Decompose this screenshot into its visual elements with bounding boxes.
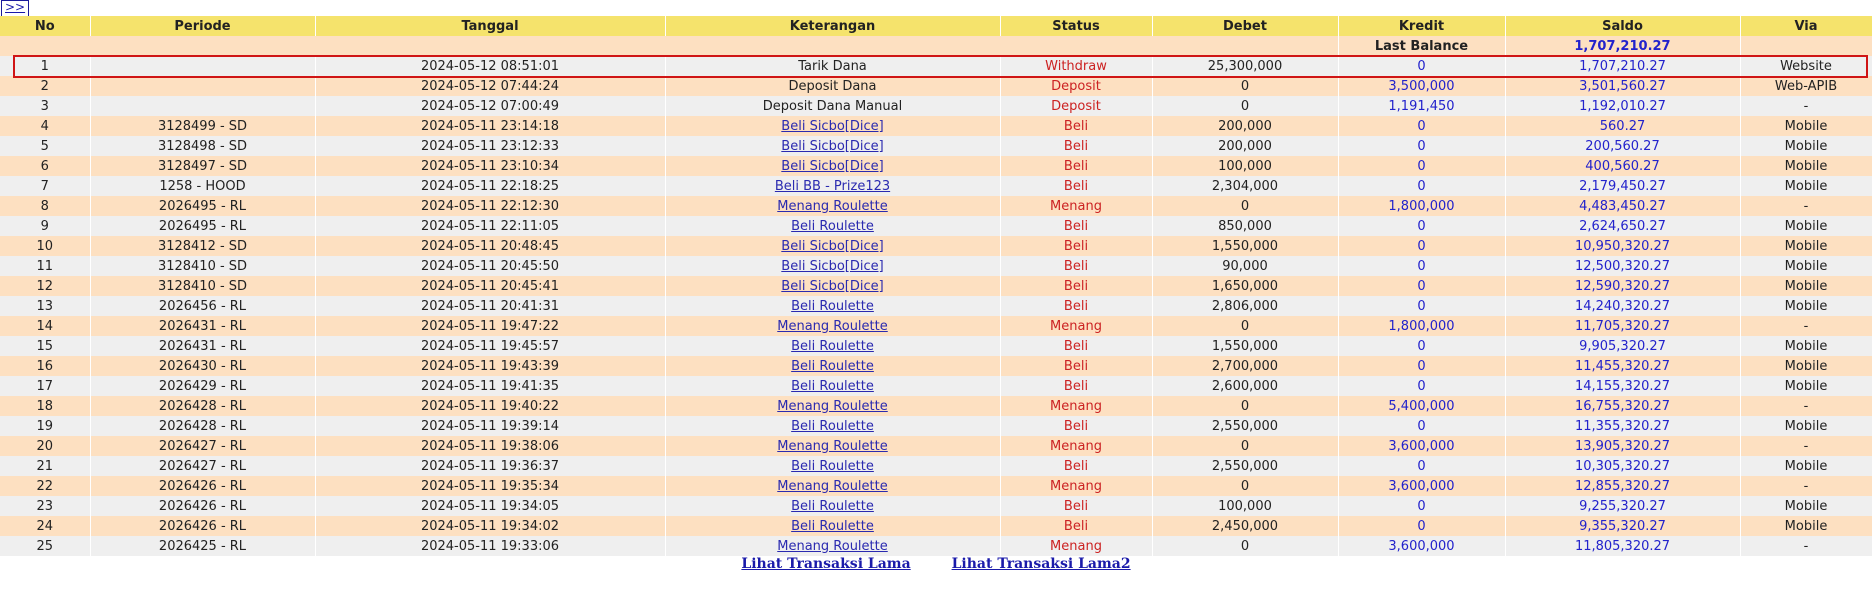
via-cell: Mobile [1740, 216, 1872, 236]
row-number: 19 [0, 416, 90, 436]
status-cell: Deposit [1000, 96, 1152, 116]
description-link[interactable]: Beli Sicbo[Dice] [781, 238, 884, 254]
description-link[interactable]: Beli Roulette [791, 418, 874, 434]
date-cell: 2024-05-11 22:18:25 [315, 176, 665, 196]
status-cell: Beli [1000, 296, 1152, 316]
table-row [0, 176, 1872, 196]
row-number: 2 [0, 76, 90, 96]
balance-cell: 9,355,320.27 [1505, 516, 1740, 536]
description-cell [665, 216, 1000, 236]
balance-cell: 12,590,320.27 [1505, 276, 1740, 296]
column-header: No [0, 16, 90, 36]
debit-cell: 0 [1152, 536, 1338, 556]
via-cell: Mobile [1740, 276, 1872, 296]
balance-cell: 11,705,320.27 [1505, 316, 1740, 336]
description-link[interactable]: Beli Roulette [791, 218, 874, 234]
status-cell: Beli [1000, 236, 1152, 256]
via-cell: Web-APIB [1740, 76, 1872, 96]
description-cell: Deposit Dana [665, 76, 1000, 96]
period-cell: 2026428 - RL [90, 396, 315, 416]
row-number: 23 [0, 496, 90, 516]
row-number: 5 [0, 136, 90, 156]
via-cell: Mobile [1740, 136, 1872, 156]
description-link[interactable]: Beli Sicbo[Dice] [781, 138, 884, 154]
row-number: 18 [0, 396, 90, 416]
table-row [0, 236, 1872, 256]
via-cell: Mobile [1740, 296, 1872, 316]
row-number: 21 [0, 456, 90, 476]
description-cell [665, 116, 1000, 136]
date-cell: 2024-05-12 07:44:24 [315, 76, 665, 96]
last-balance-row [0, 36, 1872, 56]
debit-cell: 2,600,000 [1152, 376, 1338, 396]
description-link[interactable]: Menang Roulette [777, 398, 888, 414]
period-cell: 2026427 - RL [90, 456, 315, 476]
debit-cell: 2,304,000 [1152, 176, 1338, 196]
row-number: 25 [0, 536, 90, 556]
description-link[interactable]: Beli Roulette [791, 298, 874, 314]
description-cell [665, 456, 1000, 476]
status-cell: Beli [1000, 176, 1152, 196]
status-cell: Withdraw [1000, 56, 1152, 76]
column-header: Via [1740, 16, 1872, 36]
row-number: 22 [0, 476, 90, 496]
period-cell: 2026495 - RL [90, 196, 315, 216]
balance-cell: 4,483,450.27 [1505, 196, 1740, 216]
credit-cell: 1,191,450 [1338, 96, 1505, 116]
period-cell: 2026430 - RL [90, 356, 315, 376]
row-number: 11 [0, 256, 90, 276]
row-number: 4 [0, 116, 90, 136]
date-cell: 2024-05-12 08:51:01 [315, 56, 665, 76]
row-number: 17 [0, 376, 90, 396]
status-cell: Beli [1000, 356, 1152, 376]
status-cell: Beli [1000, 516, 1152, 536]
description-link[interactable]: Beli Sicbo[Dice] [781, 258, 884, 274]
debit-cell: 0 [1152, 316, 1338, 336]
row-number: 16 [0, 356, 90, 376]
balance-cell: 14,240,320.27 [1505, 296, 1740, 316]
date-cell: 2024-05-11 19:35:34 [315, 476, 665, 496]
description-cell [665, 276, 1000, 296]
row-number: 1 [0, 56, 90, 76]
table-row [0, 296, 1872, 316]
via-cell: Mobile [1740, 376, 1872, 396]
period-cell: 2026427 - RL [90, 436, 315, 456]
period-cell: 3128412 - SD [90, 236, 315, 256]
credit-cell: 0 [1338, 356, 1505, 376]
period-cell: 2026495 - RL [90, 216, 315, 236]
table-row [0, 156, 1872, 176]
row-number: 9 [0, 216, 90, 236]
description-cell [665, 316, 1000, 336]
column-header: Periode [90, 16, 315, 36]
date-cell: 2024-05-11 23:12:33 [315, 136, 665, 156]
column-header: Keterangan [665, 16, 1000, 36]
balance-cell: 2,179,450.27 [1505, 176, 1740, 196]
status-cell: Beli [1000, 136, 1152, 156]
via-cell: Mobile [1740, 356, 1872, 376]
debit-cell: 850,000 [1152, 216, 1338, 236]
date-cell: 2024-05-11 19:41:35 [315, 376, 665, 396]
row-number: 3 [0, 96, 90, 116]
description-cell: Deposit Dana Manual [665, 96, 1000, 116]
description-link[interactable]: Beli Roulette [791, 518, 874, 534]
date-cell: 2024-05-11 23:14:18 [315, 116, 665, 136]
row-number: 7 [0, 176, 90, 196]
balance-cell: 14,155,320.27 [1505, 376, 1740, 396]
table-row [0, 536, 1872, 556]
table-row [0, 396, 1872, 416]
status-cell: Beli [1000, 416, 1152, 436]
description-cell [665, 296, 1000, 316]
description-link[interactable]: Beli Roulette [791, 338, 874, 354]
credit-cell: 0 [1338, 336, 1505, 356]
credit-cell: 0 [1338, 296, 1505, 316]
status-cell: Beli [1000, 216, 1152, 236]
period-cell: 2026431 - RL [90, 316, 315, 336]
period-cell: 2026431 - RL [90, 336, 315, 356]
status-cell: Menang [1000, 196, 1152, 216]
status-cell: Deposit [1000, 76, 1152, 96]
status-cell: Beli [1000, 156, 1152, 176]
status-cell: Menang [1000, 476, 1152, 496]
via-cell: - [1740, 196, 1872, 216]
credit-cell: 3,600,000 [1338, 536, 1505, 556]
credit-cell: 3,500,000 [1338, 76, 1505, 96]
via-cell: - [1740, 476, 1872, 496]
credit-cell: 0 [1338, 276, 1505, 296]
credit-cell: 5,400,000 [1338, 396, 1505, 416]
period-cell: 2026426 - RL [90, 516, 315, 536]
row-number: 6 [0, 156, 90, 176]
credit-cell: 0 [1338, 496, 1505, 516]
credit-cell: 0 [1338, 516, 1505, 536]
status-cell: Menang [1000, 436, 1152, 456]
period-cell: 3128410 - SD [90, 276, 315, 296]
status-cell: Beli [1000, 336, 1152, 356]
debit-cell: 2,700,000 [1152, 356, 1338, 376]
via-cell: Mobile [1740, 236, 1872, 256]
status-cell: Menang [1000, 316, 1152, 336]
credit-cell: 0 [1338, 376, 1505, 396]
description-link[interactable]: Beli BB - Prize123 [774, 178, 891, 194]
last-balance-value: 1,707,210.27 [1505, 36, 1740, 56]
period-cell: 2026425 - RL [90, 536, 315, 556]
description-cell [665, 196, 1000, 216]
table-row [0, 196, 1872, 216]
description-cell [665, 496, 1000, 516]
description-cell [665, 396, 1000, 416]
via-cell: - [1740, 396, 1872, 416]
table-row [0, 336, 1872, 356]
status-cell: Beli [1000, 276, 1152, 296]
balance-cell: 1,707,210.27 [1505, 56, 1740, 76]
balance-cell: 560.27 [1505, 116, 1740, 136]
column-header: Tanggal [315, 16, 665, 36]
table-row [0, 476, 1872, 496]
status-cell: Menang [1000, 536, 1152, 556]
via-cell: Mobile [1740, 176, 1872, 196]
date-cell: 2024-05-11 19:34:02 [315, 516, 665, 536]
old-transactions-link[interactable]: Lihat Transaksi Lama [741, 556, 911, 572]
balance-cell: 1,192,010.27 [1505, 96, 1740, 116]
period-cell: 3128497 - SD [90, 156, 315, 176]
description-cell [665, 156, 1000, 176]
debit-cell: 2,550,000 [1152, 456, 1338, 476]
period-cell: 3128410 - SD [90, 256, 315, 276]
description-cell: Tarik Dana [665, 56, 1000, 76]
balance-cell: 10,305,320.27 [1505, 456, 1740, 476]
via-cell: - [1740, 96, 1872, 116]
balance-cell: 3,501,560.27 [1505, 76, 1740, 96]
table-row [0, 416, 1872, 436]
credit-cell: 3,600,000 [1338, 476, 1505, 496]
description-link[interactable]: Beli Roulette [791, 458, 874, 474]
debit-cell: 2,450,000 [1152, 516, 1338, 536]
transaction-table [0, 16, 1872, 556]
debit-cell: 2,806,000 [1152, 296, 1338, 316]
debit-cell: 200,000 [1152, 116, 1338, 136]
period-cell: 2026429 - RL [90, 376, 315, 396]
column-header: Saldo [1505, 16, 1740, 36]
description-link[interactable]: Menang Roulette [777, 478, 888, 494]
via-cell: Mobile [1740, 336, 1872, 356]
via-cell: Mobile [1740, 256, 1872, 276]
balance-cell: 10,950,320.27 [1505, 236, 1740, 256]
via-cell: - [1740, 536, 1872, 556]
period-cell: 3128499 - SD [90, 116, 315, 136]
table-row [0, 376, 1872, 396]
credit-cell: 0 [1338, 416, 1505, 436]
date-cell: 2024-05-11 20:45:41 [315, 276, 665, 296]
debit-cell: 100,000 [1152, 156, 1338, 176]
credit-cell: 1,800,000 [1338, 316, 1505, 336]
description-cell [665, 436, 1000, 456]
table-row [0, 96, 1872, 116]
period-cell: 2026426 - RL [90, 496, 315, 516]
description-cell [665, 236, 1000, 256]
status-cell: Beli [1000, 256, 1152, 276]
description-cell [665, 536, 1000, 556]
balance-cell: 11,355,320.27 [1505, 416, 1740, 436]
column-header: Debet [1152, 16, 1338, 36]
status-cell: Beli [1000, 116, 1152, 136]
description-link[interactable]: Beli Roulette [791, 498, 874, 514]
debit-cell: 0 [1152, 396, 1338, 416]
date-cell: 2024-05-11 20:45:50 [315, 256, 665, 276]
description-cell [665, 376, 1000, 396]
balance-cell: 12,500,320.27 [1505, 256, 1740, 276]
balance-cell: 16,755,320.27 [1505, 396, 1740, 416]
date-cell: 2024-05-11 19:40:22 [315, 396, 665, 416]
period-cell: 2026426 - RL [90, 476, 315, 496]
description-link[interactable]: Beli Roulette [791, 378, 874, 394]
next-page-button[interactable]: >> [1, 0, 29, 17]
row-number: 15 [0, 336, 90, 356]
description-cell [665, 136, 1000, 156]
date-cell: 2024-05-11 19:36:37 [315, 456, 665, 476]
credit-cell: 0 [1338, 116, 1505, 136]
credit-cell: 0 [1338, 136, 1505, 156]
status-cell: Beli [1000, 376, 1152, 396]
date-cell: 2024-05-11 19:45:57 [315, 336, 665, 356]
table-row [0, 216, 1872, 236]
period-cell [90, 56, 315, 76]
credit-cell: 1,800,000 [1338, 196, 1505, 216]
table-row [0, 496, 1872, 516]
balance-cell: 400,560.27 [1505, 156, 1740, 176]
credit-cell: 0 [1338, 176, 1505, 196]
status-cell: Beli [1000, 456, 1152, 476]
credit-cell: 0 [1338, 236, 1505, 256]
description-cell [665, 416, 1000, 436]
date-cell: 2024-05-11 22:12:30 [315, 196, 665, 216]
description-cell [665, 256, 1000, 276]
table-row [0, 356, 1872, 376]
footer-links [0, 556, 1872, 572]
credit-cell: 0 [1338, 456, 1505, 476]
period-cell: 1258 - HOOD [90, 176, 315, 196]
table-row [0, 276, 1872, 296]
credit-cell: 0 [1338, 216, 1505, 236]
date-cell: 2024-05-11 19:34:05 [315, 496, 665, 516]
date-cell: 2024-05-11 23:10:34 [315, 156, 665, 176]
credit-cell: 0 [1338, 56, 1505, 76]
debit-cell: 200,000 [1152, 136, 1338, 156]
debit-cell: 0 [1152, 476, 1338, 496]
table-row [0, 136, 1872, 156]
balance-cell: 2,624,650.27 [1505, 216, 1740, 236]
via-cell: Mobile [1740, 116, 1872, 136]
via-cell: Website [1740, 56, 1872, 76]
via-cell: Mobile [1740, 416, 1872, 436]
date-cell: 2024-05-11 19:38:06 [315, 436, 665, 456]
row-number: 12 [0, 276, 90, 296]
balance-cell: 12,855,320.27 [1505, 476, 1740, 496]
description-cell [665, 516, 1000, 536]
period-cell: 2026428 - RL [90, 416, 315, 436]
date-cell: 2024-05-11 20:41:31 [315, 296, 665, 316]
status-cell: Menang [1000, 396, 1152, 416]
description-link[interactable]: Beli Sicbo[Dice] [781, 278, 884, 294]
table-row [0, 516, 1872, 536]
via-cell: - [1740, 436, 1872, 456]
via-cell: Mobile [1740, 516, 1872, 536]
period-cell [90, 96, 315, 116]
date-cell: 2024-05-11 19:39:14 [315, 416, 665, 436]
date-cell: 2024-05-11 19:43:39 [315, 356, 665, 376]
balance-cell: 200,560.27 [1505, 136, 1740, 156]
row-number: 20 [0, 436, 90, 456]
date-cell: 2024-05-11 22:11:05 [315, 216, 665, 236]
column-header: Status [1000, 16, 1152, 36]
description-cell [665, 476, 1000, 496]
balance-cell: 9,255,320.27 [1505, 496, 1740, 516]
table-row [0, 56, 1872, 76]
date-cell: 2024-05-12 07:00:49 [315, 96, 665, 116]
description-link[interactable]: Beli Roulette [791, 358, 874, 374]
balance-cell: 11,455,320.27 [1505, 356, 1740, 376]
balance-cell: 11,805,320.27 [1505, 536, 1740, 556]
description-link[interactable]: Menang Roulette [777, 198, 888, 214]
row-number: 8 [0, 196, 90, 216]
description-link[interactable]: Menang Roulette [777, 438, 888, 454]
via-cell: Mobile [1740, 156, 1872, 176]
debit-cell: 0 [1152, 96, 1338, 116]
via-cell: Mobile [1740, 456, 1872, 476]
table-header-row [0, 16, 1872, 36]
period-cell: 2026456 - RL [90, 296, 315, 316]
period-cell: 3128498 - SD [90, 136, 315, 156]
via-cell: - [1740, 316, 1872, 336]
row-number: 10 [0, 236, 90, 256]
date-cell: 2024-05-11 20:48:45 [315, 236, 665, 256]
balance-cell: 13,905,320.27 [1505, 436, 1740, 456]
row-number: 14 [0, 316, 90, 336]
debit-cell: 1,550,000 [1152, 336, 1338, 356]
table-row [0, 456, 1872, 476]
debit-cell: 0 [1152, 436, 1338, 456]
description-link[interactable]: Beli Sicbo[Dice] [781, 118, 884, 134]
description-cell [665, 356, 1000, 376]
description-link[interactable]: Menang Roulette [777, 318, 888, 334]
table-row [0, 116, 1872, 136]
debit-cell: 0 [1152, 76, 1338, 96]
credit-cell: 0 [1338, 256, 1505, 276]
debit-cell: 90,000 [1152, 256, 1338, 276]
old-transactions-2-link[interactable]: Lihat Transaksi Lama2 [951, 556, 1131, 572]
date-cell: 2024-05-11 19:47:22 [315, 316, 665, 336]
description-link[interactable]: Menang Roulette [777, 538, 888, 554]
balance-cell: 9,905,320.27 [1505, 336, 1740, 356]
debit-cell: 1,550,000 [1152, 236, 1338, 256]
via-cell: Mobile [1740, 496, 1872, 516]
last-balance-label: Last Balance [1338, 36, 1505, 56]
credit-cell: 3,600,000 [1338, 436, 1505, 456]
debit-cell: 2,550,000 [1152, 416, 1338, 436]
debit-cell: 1,650,000 [1152, 276, 1338, 296]
row-number: 24 [0, 516, 90, 536]
debit-cell: 0 [1152, 196, 1338, 216]
status-cell: Beli [1000, 496, 1152, 516]
description-link[interactable]: Beli Sicbo[Dice] [781, 158, 884, 174]
row-number: 13 [0, 296, 90, 316]
description-cell [665, 336, 1000, 356]
description-cell [665, 176, 1000, 196]
period-cell [90, 76, 315, 96]
date-cell: 2024-05-11 19:33:06 [315, 536, 665, 556]
debit-cell: 100,000 [1152, 496, 1338, 516]
credit-cell: 0 [1338, 156, 1505, 176]
column-header: Kredit [1338, 16, 1505, 36]
table-row [0, 76, 1872, 96]
table-row [0, 316, 1872, 336]
debit-cell: 25,300,000 [1152, 56, 1338, 76]
table-row [0, 256, 1872, 276]
table-row [0, 436, 1872, 456]
